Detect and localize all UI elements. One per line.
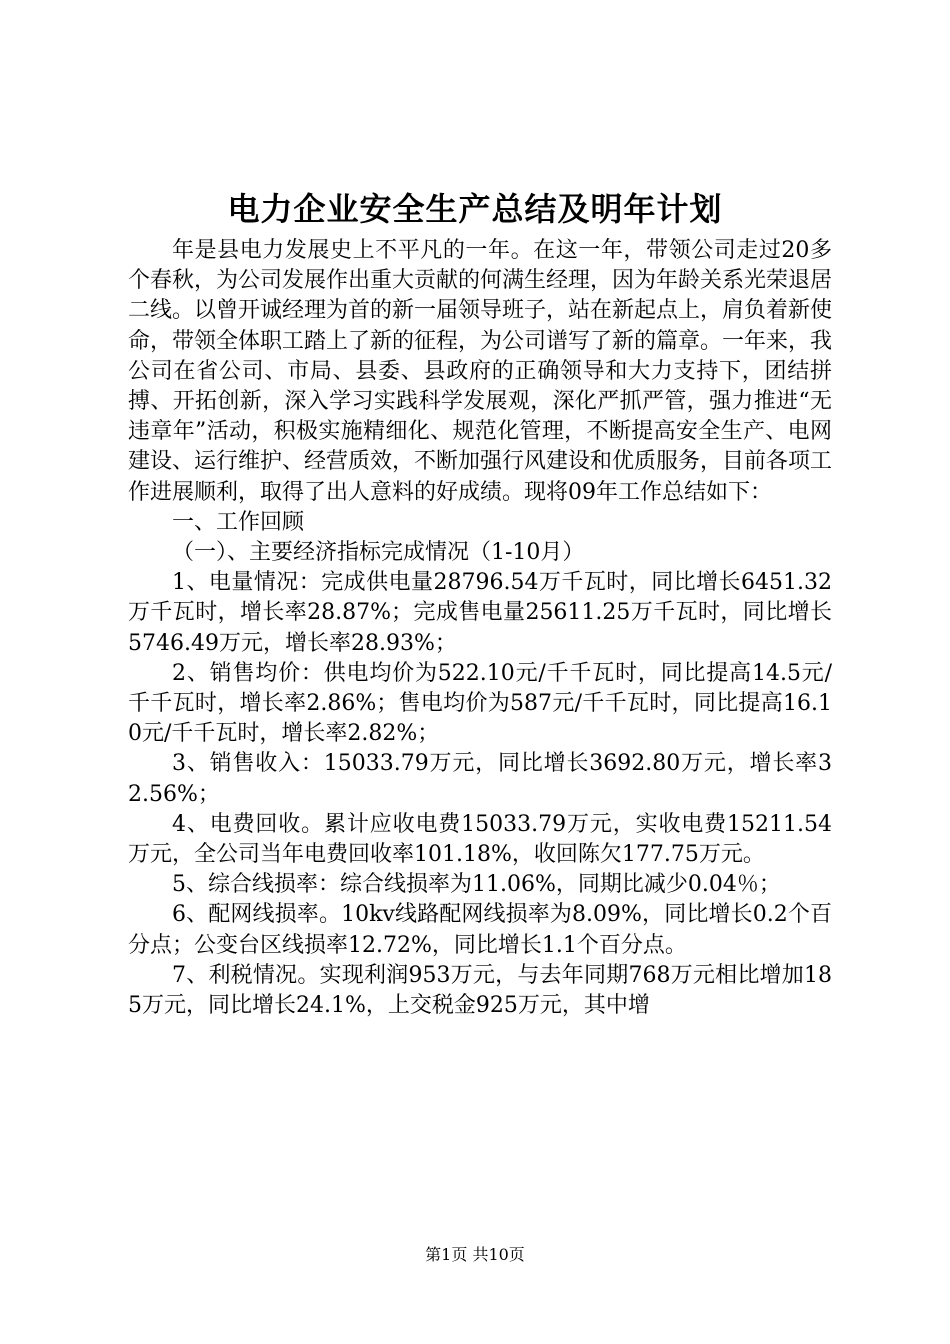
section-heading-work-review: 一、工作回顾 [172,509,305,535]
intro-paragraph: 年是县电力发展史上不平凡的一年。在这一年，带领公司走过20多个春秋，为公司发展作出重大贡献的何满生经理，因为年龄关系光荣退居二线。以曾开诚经理为首的新一届领导班子，站在新起点上，肩负着新使命，带领全体职工踏上了新的征程，为公司谱写了新的篇章。一年来，我公司在省公司、市局、县委、县政府的正确领导和大力支持下，团结拼搏、开拓创新，深入学习实践科学发展观，深化严抓严管，强力推进“无违章年”活动，积极实施精细化、规范化管理，不断提高安全生产、电网建设、运行维护、经营质效，不断加强行风建设和优质服务，目前各项工作进展顺利，取得了出人意料的好成绩。现将09年工作总结如下： [128,238,833,505]
item-average-price: 2、销售均价：供电均价为522.10元/千千瓦时，同比提高14.5元/千千瓦时，增长率2.86%；售电均价为587元/千千瓦时，同比提高16.10元/千千瓦时，增长率2.82%； [128,660,832,747]
item-fee-collection: 4、电费回收。累计应收电费15033.79万元，实收电费15211.54万元，全公司当年电费回收率101.18%，收回陈欠177.75万元。 [128,811,832,868]
item-electricity-volume: 1、电量情况：完成供电量28796.54万千瓦时，同比增长6451.32万千瓦时，增长率28.87%；完成售电量25611.25万千瓦时，同比增长5746.49万元，增长率28.93%； [128,570,832,656]
document-body [128,236,832,1021]
subsection-heading-indicators: （一）、主要经济指标完成情况（1-10月） [172,540,585,566]
item-line-loss-rate: 5、综合线损率：综合线损率为11.06%，同期比减少0.04％； [172,872,781,898]
document-title: 电力企业安全生产总结及明年计划 [227,190,723,228]
item-profit-tax: 7、利税情况。实现利润953万元，与去年同期768万元相比增加185万元，同比增长24.1%，上交税金925万元，其中增 [128,962,832,1019]
item-distribution-loss-rate: 6、配网线损率。10kv线路配网线损率为8.09%，同比增长0.2个百分点；公变台区线损率12.72%，同比增长1.1个百分点。 [128,902,832,958]
page-indicator: 第1页 共10页 [425,1245,525,1264]
item-sales-revenue: 3、销售收入：15033.79万元，同比增长3692.80万元，增长率32.56%； [128,751,832,807]
